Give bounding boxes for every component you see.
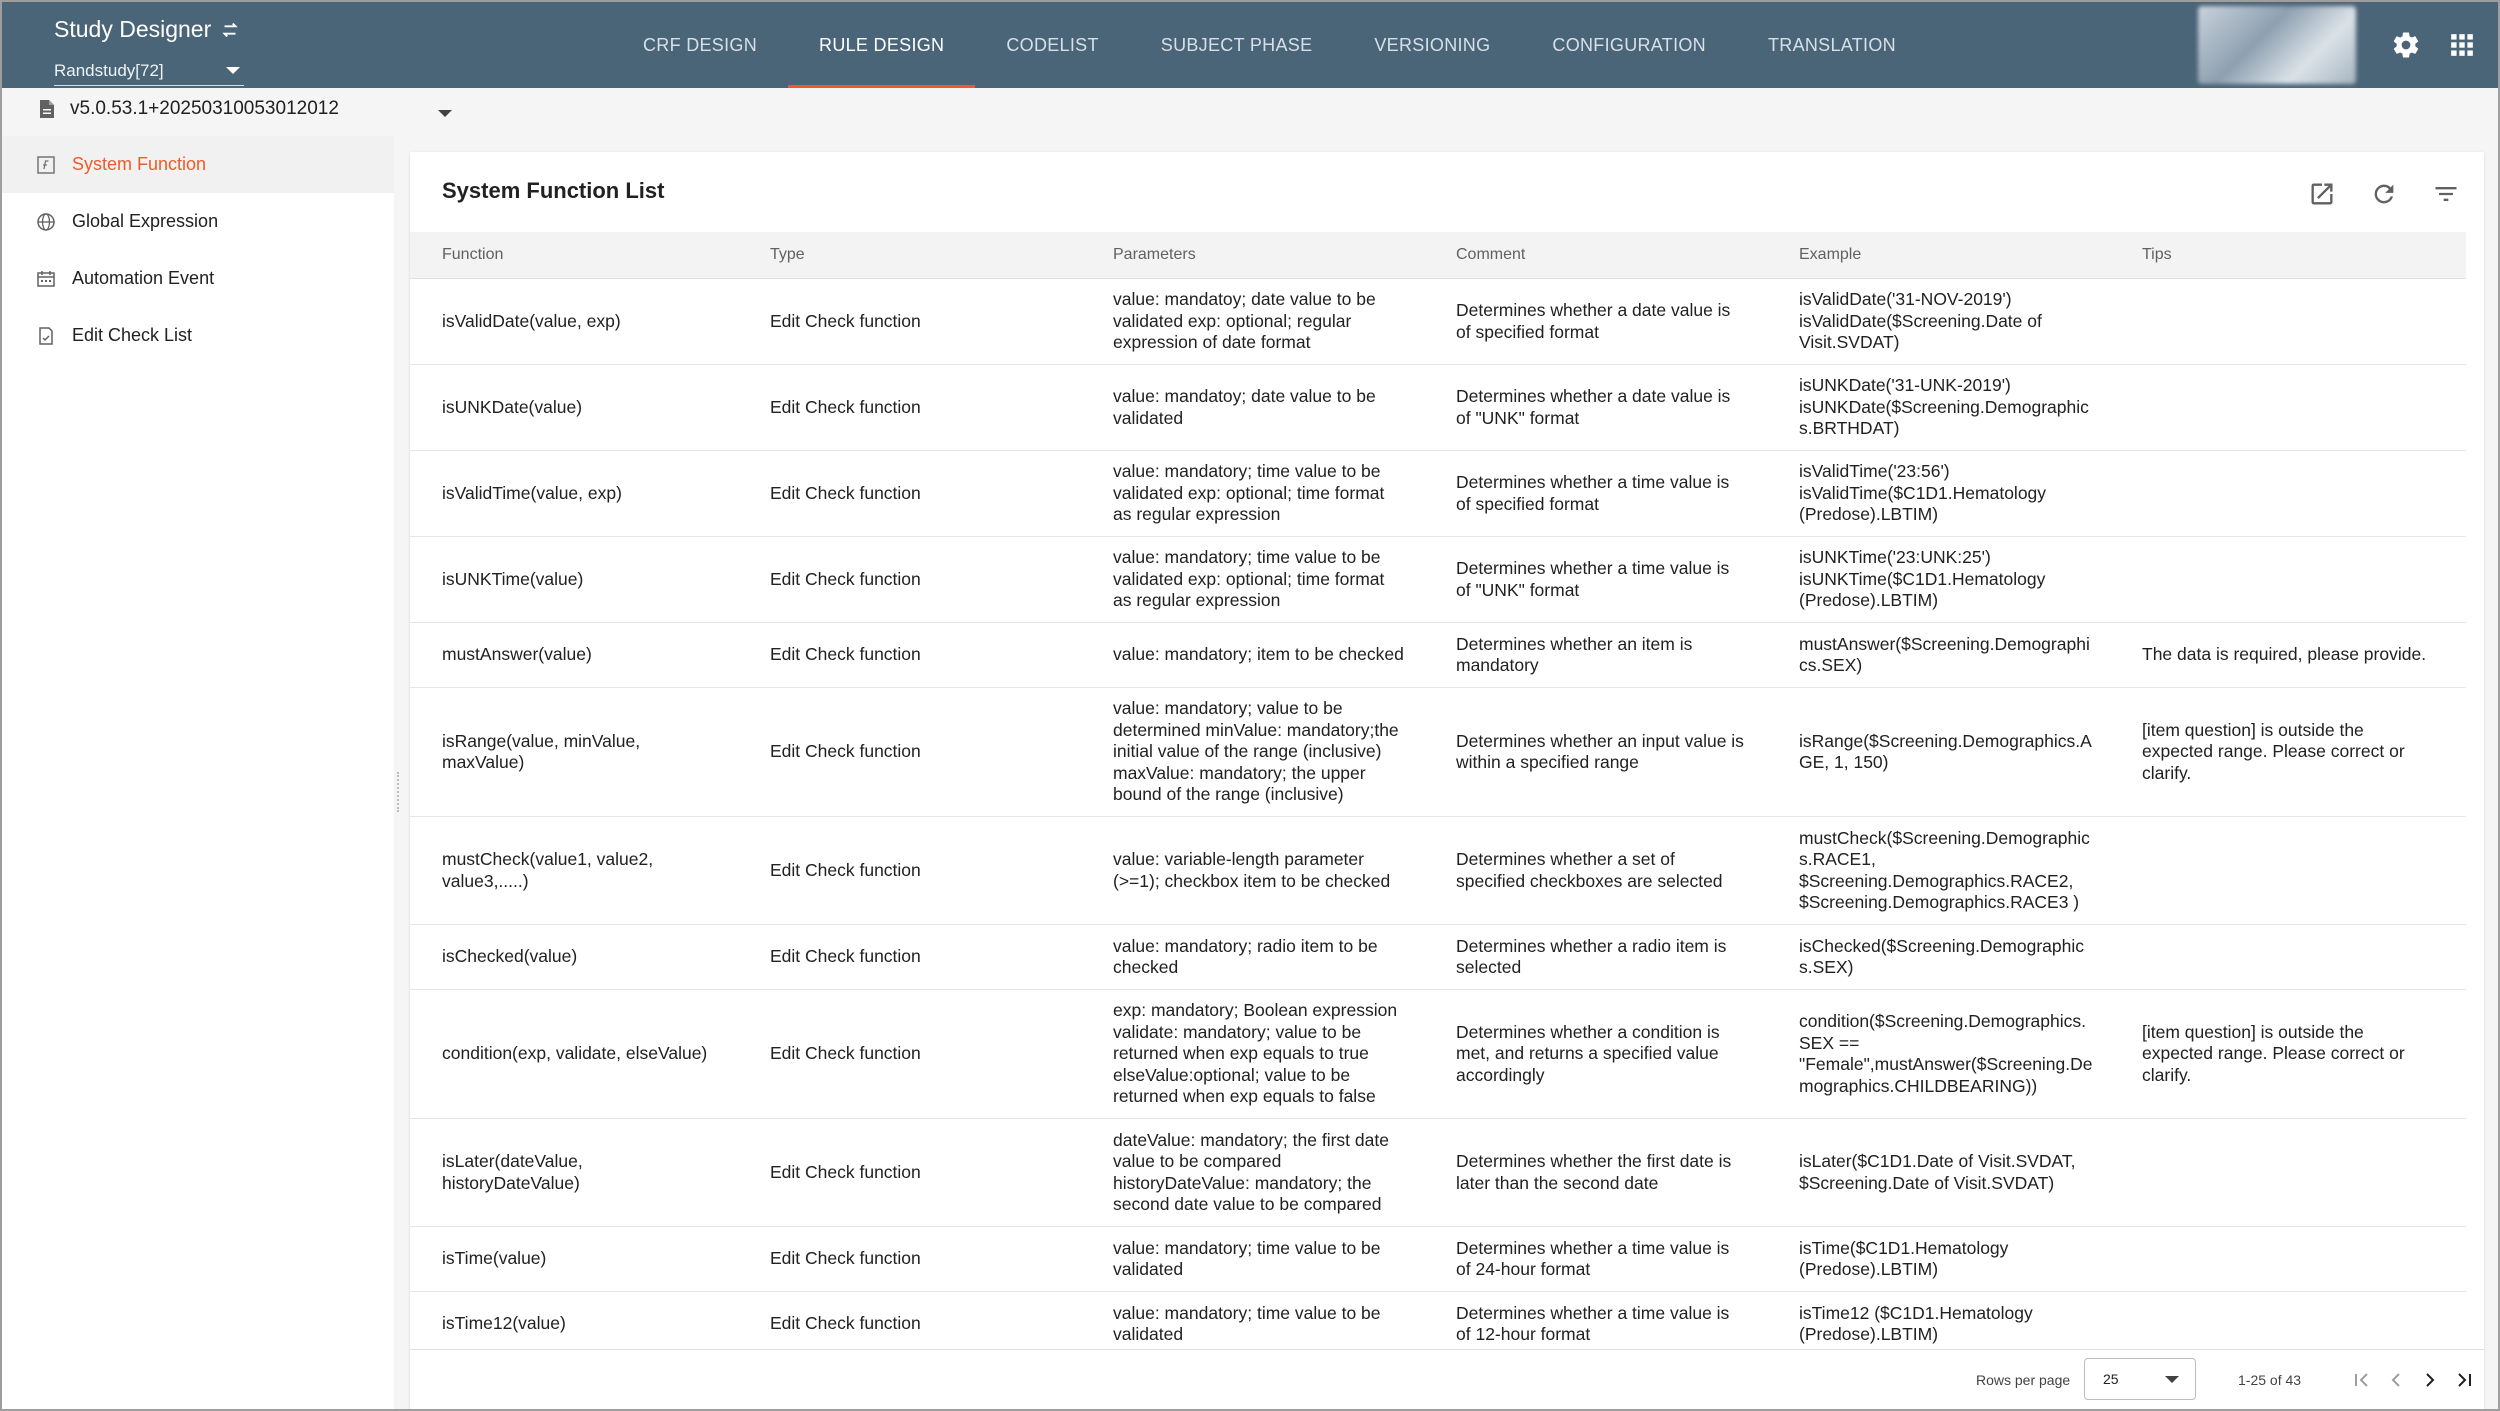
cell-function: isValidTime(value, exp) bbox=[442, 482, 622, 503]
globe-icon bbox=[36, 212, 56, 232]
cell-function: condition(exp, validate, elseValue) bbox=[442, 1043, 708, 1064]
card-actions bbox=[2300, 172, 2468, 216]
page-title: System Function List bbox=[442, 178, 665, 203]
cell-function: isChecked(value) bbox=[442, 946, 578, 967]
chevron-down-icon bbox=[2165, 1376, 2179, 1383]
cell-parameters: exp: mandatory; Boolean expression validate: mandatory; value to be returned when exp equals to true elseValue:optional; value to be returned when exp equals to false bbox=[1113, 1000, 1398, 1107]
table-row[interactable] bbox=[410, 365, 2466, 451]
cell-parameters: value: mandatory; item to be checked bbox=[1113, 644, 1404, 665]
next-page-button[interactable] bbox=[2416, 1362, 2444, 1398]
column-header-type[interactable]: Type bbox=[770, 246, 805, 263]
cell-function: isUNKTime(value) bbox=[442, 568, 584, 589]
sidebar-item-global-expression[interactable] bbox=[2, 193, 394, 250]
refresh-icon bbox=[2370, 180, 2398, 208]
chevron-left-icon bbox=[2386, 1370, 2406, 1390]
tab-versioning[interactable]: VERSIONING bbox=[1374, 34, 1491, 55]
cell-function: isTime(value) bbox=[442, 1248, 547, 1269]
cell-type: Edit Check function bbox=[770, 859, 921, 880]
system-function-card bbox=[410, 152, 2484, 1411]
function-icon bbox=[36, 155, 56, 175]
table-row[interactable] bbox=[410, 537, 2466, 623]
cell-example: isChecked($Screening.Demographic s.SEX) bbox=[1799, 935, 2085, 977]
sidebar bbox=[2, 136, 394, 1411]
cell-type: Edit Check function bbox=[770, 482, 921, 503]
project-select[interactable] bbox=[54, 56, 244, 86]
app-title[interactable] bbox=[54, 16, 241, 43]
cell-type: Edit Check function bbox=[770, 1161, 921, 1182]
filter-icon bbox=[2432, 180, 2460, 208]
cell-example: isTime12 ($C1D1.Hematology (Predose).LBTIM) bbox=[1799, 1302, 2033, 1344]
gear-icon bbox=[2391, 30, 2421, 60]
cell-comment: Determines whether a time value is of 12-hour format bbox=[1456, 1302, 1730, 1344]
app-title-text: Study Designer bbox=[54, 16, 212, 42]
cell-parameters: value: mandatory; time value to be validated exp: optional; time format as regular expression bbox=[1113, 461, 1385, 525]
table-row[interactable] bbox=[410, 688, 2466, 817]
top-right-actions bbox=[2198, 2, 2498, 88]
cell-parameters: value: mandatory; time value to be validated bbox=[1113, 1237, 1381, 1279]
cell-function: isValidDate(value, exp) bbox=[442, 310, 621, 331]
user-avatar[interactable] bbox=[2198, 6, 2356, 84]
sidebar-item-system-function[interactable] bbox=[2, 136, 394, 193]
swap-icon[interactable] bbox=[219, 19, 241, 41]
cell-example: condition($Screening.Demographics. SEX == "Female",mustAnswer($Screening.De mographics.CHILDBEARING)) bbox=[1799, 1011, 2093, 1096]
main-nav bbox=[612, 2, 1927, 88]
cell-function: isTime12(value) bbox=[442, 1313, 566, 1334]
tab-configuration[interactable]: CONFIGURATION bbox=[1552, 34, 1706, 55]
cell-example: isUNKDate('31-UNK-2019') isUNKDate($Screening.Demographic s.BRTHDAT) bbox=[1799, 375, 2089, 439]
cell-parameters: value: mandatory; radio item to be checked bbox=[1113, 935, 1378, 977]
cell-tips: [item question] is outside the expected range. Please correct or clarify. bbox=[2142, 1021, 2405, 1085]
rows-per-page-select[interactable] bbox=[2084, 1358, 2196, 1400]
tab-crf-design[interactable]: CRF DESIGN bbox=[643, 34, 758, 55]
cell-parameters: dateValue: mandatory; the first date value to be compared historyDateValue: mandatory; the second date value to be compared bbox=[1113, 1129, 1389, 1214]
version-bar bbox=[2, 88, 2498, 136]
column-header-function[interactable]: Function bbox=[442, 246, 504, 263]
chevron-down-icon[interactable] bbox=[438, 110, 452, 117]
cell-function: mustCheck(value1, value2, value3,.....) bbox=[442, 849, 654, 891]
cell-parameters: value: mandatory; value to be determined minValue: mandatory;the initial value of the range (inclusive) maxValue: mandatory; the upper bound of the range (inclusive) bbox=[1113, 698, 1399, 805]
cell-type: Edit Check function bbox=[770, 1043, 921, 1064]
cell-comment: Determines whether the first date is later than the second date bbox=[1456, 1151, 1732, 1193]
cell-parameters: value: mandatory; time value to be validated exp: optional; time format as regular expression bbox=[1113, 547, 1385, 611]
brand bbox=[54, 16, 241, 80]
cell-tips: The data is required, please provide. bbox=[2142, 644, 2427, 665]
table-row[interactable] bbox=[410, 1227, 2466, 1292]
sidebar-item-label: Edit Check List bbox=[72, 325, 193, 345]
sidebar-item-label: Automation Event bbox=[72, 268, 215, 288]
calendar-icon bbox=[36, 269, 56, 289]
last-page-button[interactable] bbox=[2450, 1362, 2478, 1398]
cell-parameters: value: mandatoy; date value to be validated exp: optional; regular expression of date format bbox=[1113, 289, 1376, 353]
cell-function: isRange(value, minValue, maxValue) bbox=[442, 730, 641, 772]
table-row[interactable] bbox=[410, 1292, 2466, 1354]
table-row[interactable] bbox=[410, 623, 2466, 688]
cell-example: isRange($Screening.Demographics.A GE, 1, 150) bbox=[1799, 730, 2092, 772]
cell-example: isUNKTime('23:UNK:25') isUNKTime($C1D1.Hematology (Predose).LBTIM) bbox=[1799, 547, 2046, 611]
cell-parameters: value: mandatory; time value to be validated bbox=[1113, 1302, 1381, 1344]
cell-comment: Determines whether a time value is of "UNK" format bbox=[1456, 558, 1730, 600]
cell-type: Edit Check function bbox=[770, 1313, 921, 1334]
table-row[interactable] bbox=[410, 925, 2466, 990]
cell-comment: Determines whether an item is mandatory bbox=[1456, 633, 1693, 675]
sidebar-item-label: System Function bbox=[72, 154, 207, 174]
open-external-icon bbox=[2308, 180, 2336, 208]
previous-page-button[interactable] bbox=[2382, 1362, 2410, 1398]
cell-comment: Determines whether a radio item is selected bbox=[1456, 935, 1727, 977]
cell-tips: [item question] is outside the expected range. Please correct or clarify. bbox=[2142, 719, 2405, 783]
cell-comment: Determines whether a condition is met, and returns a specified value accordingly bbox=[1456, 1021, 1720, 1085]
apps-button[interactable] bbox=[2434, 17, 2490, 73]
checklist-icon bbox=[36, 326, 56, 346]
tab-rule-design[interactable]: RULE DESIGN bbox=[788, 2, 975, 88]
system-function-table bbox=[410, 232, 2466, 1354]
cell-type: Edit Check function bbox=[770, 741, 921, 762]
last-page-icon bbox=[2454, 1370, 2474, 1390]
column-header-comment[interactable]: Comment bbox=[1456, 246, 1526, 263]
apps-grid-icon bbox=[2449, 32, 2475, 58]
cell-function: isLater(dateValue, historyDateValue) bbox=[442, 1151, 583, 1193]
version-value: v5.0.53.1+20250310053012012 bbox=[70, 98, 339, 119]
table-row[interactable] bbox=[410, 817, 2466, 925]
table-row[interactable] bbox=[410, 451, 2466, 537]
table-pagination bbox=[410, 1349, 2484, 1411]
resize-handle[interactable] bbox=[397, 772, 403, 812]
tab-translation[interactable]: TRANSLATION bbox=[1767, 34, 1896, 55]
export-button[interactable] bbox=[2300, 172, 2344, 216]
cell-function: isUNKDate(value) bbox=[442, 396, 583, 417]
cell-example: mustAnswer($Screening.Demographi cs.SEX) bbox=[1799, 633, 2090, 675]
cell-example: mustCheck($Screening.Demographic s.RACE1, $Screening.Demographics.RACE2, $Screening.Demographics.RACE3 ) bbox=[1799, 827, 2090, 912]
settings-button[interactable] bbox=[2378, 17, 2434, 73]
cell-example: isTime($C1D1.Hematology (Predose).LBTIM) bbox=[1799, 1237, 2009, 1279]
column-header-tips[interactable]: Tips bbox=[2142, 246, 2172, 263]
rows-per-page-label: Rows per page bbox=[1976, 1372, 2071, 1388]
table-row[interactable] bbox=[410, 279, 2466, 365]
cell-type: Edit Check function bbox=[770, 568, 921, 589]
top-bar bbox=[2, 2, 2498, 88]
version-select[interactable] bbox=[38, 98, 339, 120]
refresh-button[interactable] bbox=[2362, 172, 2406, 216]
project-select-value: Randstudy[72] bbox=[54, 60, 164, 80]
cell-type: Edit Check function bbox=[770, 644, 921, 665]
column-header-example[interactable]: Example bbox=[1799, 246, 1862, 263]
cell-parameters: value: mandatoy; date value to be validated bbox=[1113, 386, 1376, 428]
table-header bbox=[410, 232, 2466, 279]
cell-parameters: value: variable-length parameter (>=1); checkbox item to be checked bbox=[1113, 849, 1391, 891]
cell-comment: Determines whether a date value is of "UNK" format bbox=[1456, 386, 1731, 428]
tab-codelist[interactable]: CODELIST bbox=[1006, 34, 1099, 55]
sidebar-item-label: Global Expression bbox=[72, 211, 219, 231]
cell-example: isValidDate('31-NOV-2019') isValidDate($Screening.Date of Visit.SVDAT) bbox=[1799, 289, 2042, 353]
cell-comment: Determines whether an input value is within a specified range bbox=[1456, 730, 1744, 772]
filter-button[interactable] bbox=[2424, 172, 2468, 216]
cell-comment: Determines whether a set of specified checkboxes are selected bbox=[1456, 849, 1723, 891]
sidebar-item-edit-check-list[interactable] bbox=[2, 307, 394, 364]
cell-comment: Determines whether a date value is of specified format bbox=[1456, 300, 1731, 342]
chevron-down-icon bbox=[226, 67, 240, 74]
cell-type: Edit Check function bbox=[770, 946, 921, 967]
table-row[interactable] bbox=[410, 1119, 2466, 1227]
document-icon bbox=[38, 99, 56, 119]
first-page-icon bbox=[2352, 1370, 2372, 1390]
cell-function: mustAnswer(value) bbox=[442, 644, 592, 665]
tab-subject-phase[interactable]: SUBJECT PHASE bbox=[1160, 34, 1313, 55]
pagination-range: 1-25 of 43 bbox=[2238, 1372, 2302, 1388]
cell-example: isValidTime('23:56') isValidTime($C1D1.Hematology (Predose).LBTIM) bbox=[1799, 461, 2047, 525]
cell-type: Edit Check function bbox=[770, 1248, 921, 1269]
first-page-button[interactable] bbox=[2348, 1362, 2376, 1398]
rows-per-page-value: 25 bbox=[2103, 1371, 2119, 1387]
chevron-right-icon bbox=[2420, 1370, 2440, 1390]
cell-example: isLater($C1D1.Date of Visit.SVDAT, $Screening.Date of Visit.SVDAT) bbox=[1799, 1151, 2076, 1193]
sidebar-item-automation-event[interactable] bbox=[2, 250, 394, 307]
cell-type: Edit Check function bbox=[770, 310, 921, 331]
cell-comment: Determines whether a time value is of specified format bbox=[1456, 472, 1730, 514]
cell-comment: Determines whether a time value is of 24-hour format bbox=[1456, 1237, 1730, 1279]
cell-type: Edit Check function bbox=[770, 396, 921, 417]
pager-controls bbox=[2348, 1362, 2478, 1398]
column-header-parameters[interactable]: Parameters bbox=[1113, 246, 1196, 263]
table-row[interactable] bbox=[410, 990, 2466, 1119]
